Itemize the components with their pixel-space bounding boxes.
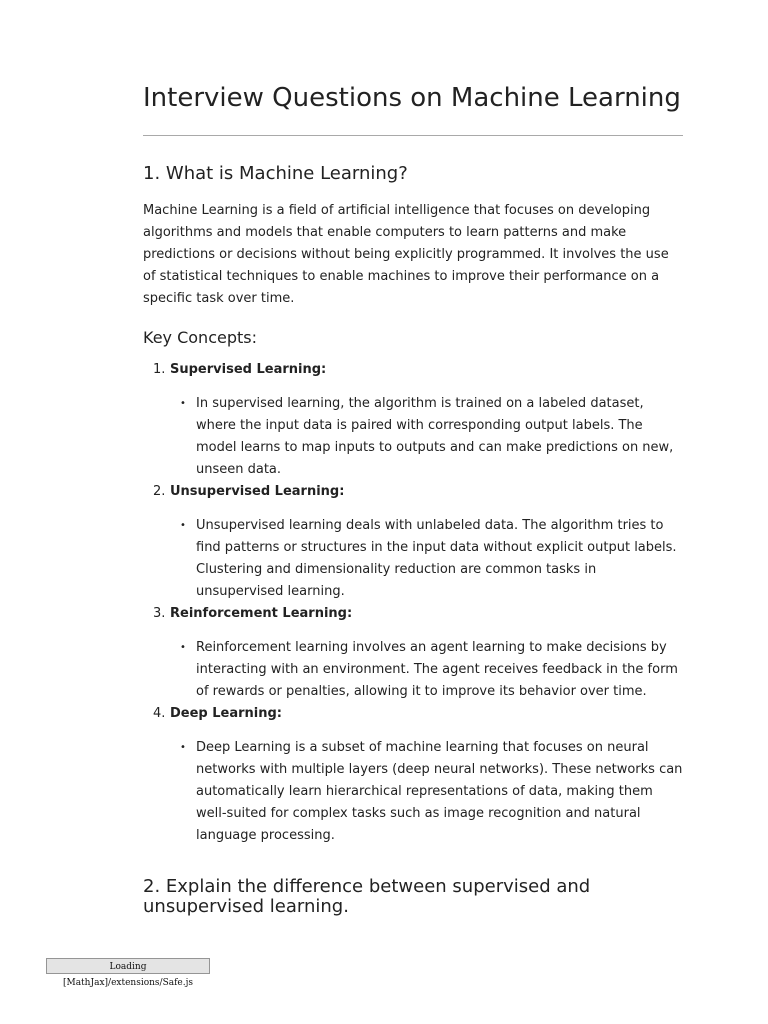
concept-detail xyxy=(180,515,683,603)
concept-title: Supervised Learning: xyxy=(170,362,327,377)
bullet-icon: • xyxy=(180,520,186,531)
concept-title: Unsupervised Learning: xyxy=(170,484,345,499)
concept-detail-text: Deep Learning is a subset of machine learning that focuses on neural networks with multiple layers (deep neural networks). These networks can automatically learn hierarchical representations of data, making them well-suited for complex tasks such as image recognition and natural language processing. xyxy=(196,740,683,843)
bullet-icon: • xyxy=(180,398,186,409)
key-concepts-heading: Key Concepts: xyxy=(143,328,257,347)
key-concepts-list xyxy=(143,359,683,847)
document-page xyxy=(143,84,683,917)
question-2-heading: 2. Explain the difference between supervised and unsupervised learning. xyxy=(143,876,591,917)
concept-detail xyxy=(180,737,683,847)
question-1-heading: 1. What is Machine Learning? xyxy=(143,163,408,184)
concept-number: 1. xyxy=(153,362,166,377)
concept-detail-list xyxy=(143,637,683,703)
title-divider xyxy=(143,135,683,136)
concept-item-supervised xyxy=(143,359,683,481)
bullet-icon: • xyxy=(180,742,186,753)
concept-detail xyxy=(180,393,683,481)
concept-detail-list xyxy=(143,515,683,603)
concept-title: Deep Learning: xyxy=(170,706,283,721)
concept-detail-list xyxy=(143,737,683,847)
concept-item-reinforcement xyxy=(143,603,683,703)
concept-detail-text: Reinforcement learning involves an agent learning to make decisions by interacting with an environment. The agent receives feedback in the form of rewards or penalties, allowing it to improve its behavior over time. xyxy=(196,640,678,699)
bullet-icon: • xyxy=(180,642,186,653)
concept-title: Reinforcement Learning: xyxy=(170,606,353,621)
concept-number: 2. xyxy=(153,484,166,499)
concept-detail-text: Unsupervised learning deals with unlabeled data. The algorithm tries to find patterns or structures in the input data without explicit output labels. Clustering and dimensionality reduction are common tasks in unsupervised learning. xyxy=(196,518,677,599)
concept-item-unsupervised xyxy=(143,481,683,603)
concept-detail-list xyxy=(143,393,683,481)
concept-detail xyxy=(180,637,683,703)
concept-number: 3. xyxy=(153,606,166,621)
page-title: Interview Questions on Machine Learning xyxy=(143,83,681,113)
question-1-intro: Machine Learning is a field of artificial intelligence that focuses on developing algorithms and models that enable computers to learn patterns and make predictions or decisions without being explicitly programmed. It involves the use of statistical techniques to enable machines to improve their performance on a specific task over time. xyxy=(143,203,669,306)
concept-detail-text: In supervised learning, the algorithm is trained on a labeled dataset, where the input data is paired with corresponding output labels. The model learns to map inputs to outputs and can make predictions on new, unseen data. xyxy=(196,396,674,477)
concept-number: 4. xyxy=(153,706,166,721)
mathjax-loading-status: Loading [MathJax]/extensions/Safe.js xyxy=(46,958,210,974)
concept-item-deep xyxy=(143,703,683,847)
